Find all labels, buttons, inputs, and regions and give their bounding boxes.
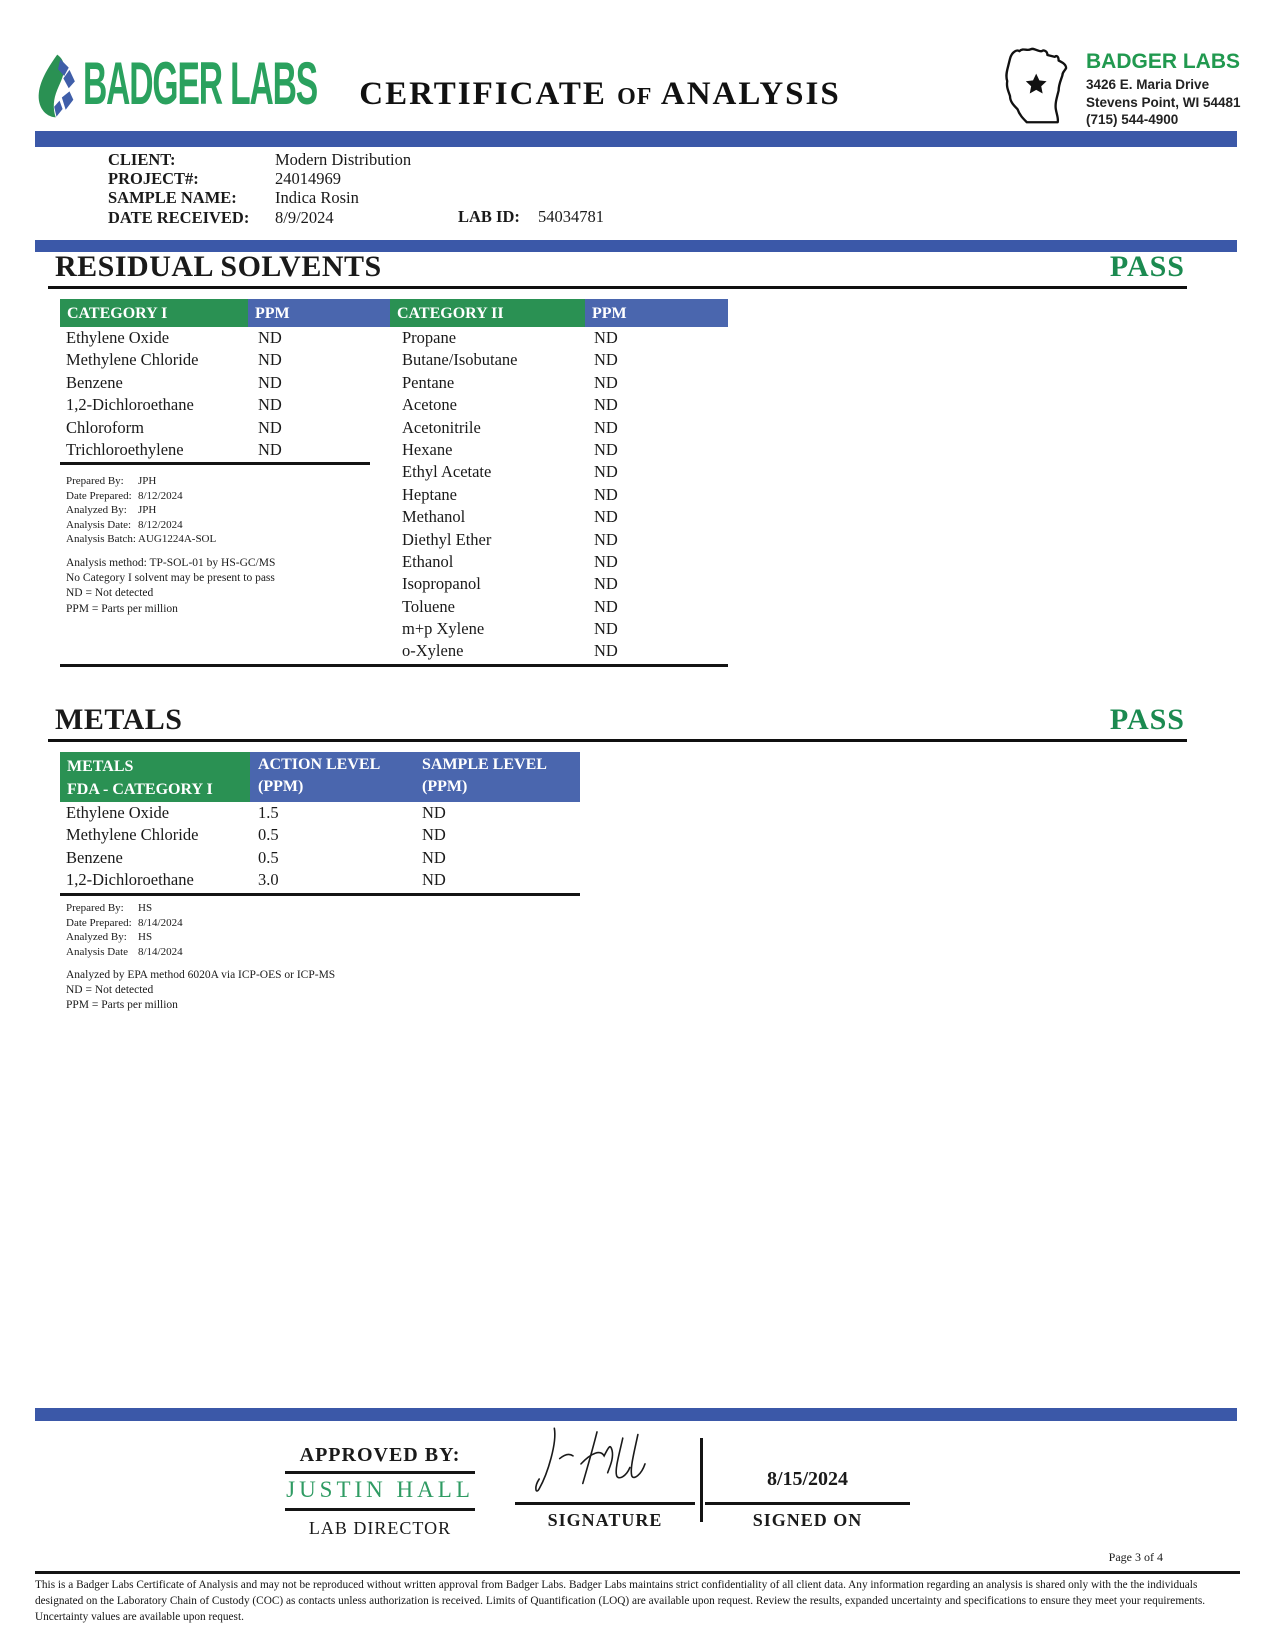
footnote: Analysis method: TP-SOL-01 by HS-GC/MS <box>66 557 276 569</box>
solvent-name: Ethylene Oxide <box>66 328 170 347</box>
signature-handwriting <box>520 1423 690 1503</box>
residual-solvents-status-badge: PASS <box>1109 250 1185 283</box>
prep-value: 8/12/2024 <box>138 518 183 531</box>
table-row <box>60 372 390 394</box>
action-level-value: 3.0 <box>258 870 279 890</box>
footnote: PPM = Parts per million <box>66 602 178 615</box>
metals-heading <box>48 703 1187 742</box>
prep-value: JPH <box>138 504 157 517</box>
solvent-value: ND <box>594 641 618 661</box>
solvent-value: ND <box>594 395 618 415</box>
prep-value: 8/14/2024 <box>138 916 183 929</box>
solvent-value: ND <box>594 439 618 459</box>
page-title <box>330 76 870 113</box>
lab-address <box>1086 76 1241 129</box>
brand-wordmark: BADGER LABS <box>83 50 318 117</box>
wisconsin-state-icon <box>995 40 1083 126</box>
solvent-name: Methanol <box>402 507 466 527</box>
solvent-name: Pentane <box>402 372 455 392</box>
sample-level-value: ND <box>422 825 446 845</box>
table-row <box>60 417 390 439</box>
table-row <box>60 847 580 869</box>
date-received-row <box>108 208 411 227</box>
address-line-2: Stevens Point, WI 54481 <box>1086 94 1241 110</box>
solvent-value: ND <box>594 462 618 482</box>
action-level-value: 1.5 <box>258 803 279 822</box>
solvent-value: ND <box>594 507 618 527</box>
solvents-table-header <box>60 299 728 327</box>
solvent-name: Isopropanol <box>402 574 481 594</box>
solvent-name: Methylene Chloride <box>66 350 199 370</box>
table-row <box>390 439 728 461</box>
category1-rows <box>60 327 390 461</box>
table-row <box>390 349 728 371</box>
signature-date-divider <box>700 1438 703 1522</box>
solvent-name: Acetonitrile <box>402 417 481 437</box>
footer-divider-band <box>35 1408 1237 1421</box>
table-row <box>390 417 728 439</box>
solvent-value: ND <box>594 328 618 347</box>
metals-table-bottom-rule <box>60 893 580 896</box>
solvent-value: ND <box>594 619 618 639</box>
metals-header-line1: METALS <box>67 758 134 775</box>
badger-labs-leaf-logo-icon <box>35 53 81 119</box>
solvent-name: Toluene <box>402 596 455 616</box>
category1-end-rule <box>60 462 370 465</box>
date-received-label: DATE RECEIVED: <box>108 207 250 227</box>
footnote: No Category I solvent may be present to pass <box>66 572 275 585</box>
solvent-value: ND <box>594 484 618 504</box>
footnote: Analyzed by EPA method 6020A via ICP-OES or ICP-MS <box>66 969 336 981</box>
prep-line <box>66 532 216 547</box>
client-value: Modern Distribution <box>275 150 412 169</box>
solvent-name: Propane <box>402 328 457 347</box>
prep-line <box>66 930 183 945</box>
solvent-name: Chloroform <box>66 417 144 437</box>
table-row <box>390 327 728 349</box>
solvent-name: Ethanol <box>402 551 454 571</box>
metals-level-headers <box>250 752 580 802</box>
prep-label: Date Prepared: <box>66 916 132 929</box>
client-label: CLIENT: <box>108 150 176 169</box>
table-row <box>390 573 728 595</box>
sample-level-unit: (PPM) <box>422 778 468 795</box>
sample-level-header: SAMPLE LEVEL <box>422 756 547 773</box>
action-level-value: 0.5 <box>258 847 279 867</box>
footer-rule <box>35 1571 1240 1574</box>
sample-name-label: SAMPLE NAME: <box>108 188 237 208</box>
solvent-value: ND <box>594 574 618 594</box>
solvents-footnotes <box>66 556 275 617</box>
table-row <box>390 640 728 662</box>
metals-footnotes <box>66 968 335 1014</box>
table-row <box>390 618 728 640</box>
solvent-value: ND <box>594 350 618 370</box>
metal-name: Ethylene Oxide <box>66 803 170 822</box>
solvent-name: Ethyl Acetate <box>402 462 492 482</box>
table-row <box>390 461 728 483</box>
prep-value: 8/14/2024 <box>138 945 183 958</box>
table-row <box>390 506 728 528</box>
table-row <box>60 824 580 846</box>
solvent-name: Diethyl Ether <box>402 529 492 549</box>
signature-label: SIGNATURE <box>547 1510 663 1530</box>
footnote: PPM = Parts per million <box>66 999 178 1012</box>
action-level-unit: (PPM) <box>258 778 304 795</box>
signed-on-date: 8/15/2024 <box>766 1468 849 1490</box>
prep-label: Analyzed By: <box>66 931 127 944</box>
prep-line <box>66 916 183 931</box>
prep-line <box>66 474 216 489</box>
ppm1-header: PPM <box>248 299 390 327</box>
approver-title: LAB DIRECTOR <box>308 1518 452 1538</box>
solvent-name: Acetone <box>402 395 457 415</box>
solvent-value: ND <box>258 395 282 415</box>
footnote: ND = Not detected <box>66 587 154 600</box>
project-row <box>108 169 411 188</box>
solvent-name: Heptane <box>402 484 457 504</box>
action-level-value: 0.5 <box>258 825 279 845</box>
prep-value: HS <box>138 931 153 944</box>
metals-col-header <box>60 752 250 802</box>
sample-level-value: ND <box>422 803 446 822</box>
lab-id <box>458 207 604 226</box>
metals-status-badge: PASS <box>1109 703 1185 736</box>
solvent-name: o-Xylene <box>402 641 464 661</box>
prep-line <box>66 518 216 533</box>
sample-level-value: ND <box>422 870 446 890</box>
section-title: METALS <box>55 703 183 736</box>
ppm2-header: PPM <box>585 299 728 327</box>
table-row <box>60 327 390 349</box>
solvents-table-bottom-rule <box>60 664 728 667</box>
metals-rows <box>60 802 580 892</box>
category2-rows <box>390 327 728 663</box>
table-row <box>390 596 728 618</box>
residual-solvents-heading <box>48 250 1187 289</box>
table-row <box>60 394 390 416</box>
table-row <box>60 439 390 461</box>
prep-label: Analysis Date: <box>66 518 132 531</box>
signature-line <box>515 1502 695 1505</box>
signed-on-label: SIGNED ON <box>752 1510 863 1530</box>
prep-label: Analyzed By: <box>66 504 127 517</box>
project-value: 24014969 <box>275 169 341 189</box>
prep-value: 8/12/2024 <box>138 489 183 502</box>
approved-by-label: APPROVED BY: <box>285 1444 475 1474</box>
sample-level-value: ND <box>422 847 446 867</box>
prep-label: Prepared By: <box>66 902 124 914</box>
metal-name: Methylene Chloride <box>66 825 199 845</box>
address-line-1: 3426 E. Maria Drive <box>1086 77 1210 92</box>
table-row <box>390 484 728 506</box>
solvent-value: ND <box>594 551 618 571</box>
solvent-value: ND <box>258 417 282 437</box>
prep-label: Prepared By: <box>66 475 124 487</box>
disclaimer-text: This is a Badger Labs Certificate of Analysis and may not be reproduced without written approval from Badger Labs. Badger Labs maintains strict confidentiality of all client data. Any information regarding an analysis is shared only with the the individuals designated on the Laboratory Chain of Custody (COC) as contacts unless authorization is received. Limits of Quantification (LOQ) are available upon request. Review the results, expanded uncertainty and specifications to ensure they meet your requirements. Uncertainty values are available upon request. <box>35 1579 1206 1624</box>
prep-label: Analysis Batch: <box>66 533 136 546</box>
table-row <box>390 394 728 416</box>
phone-number: (715) 544-4900 <box>1086 112 1179 127</box>
solvent-name: 1,2-Dichloroethane <box>66 395 194 415</box>
solvent-value: ND <box>258 328 282 347</box>
table-row <box>390 529 728 551</box>
table-row <box>60 802 580 824</box>
title-certificate: CERTIFICATE <box>359 76 607 112</box>
project-label: PROJECT#: <box>108 169 199 189</box>
table-row <box>390 372 728 394</box>
prep-label: Date Prepared: <box>66 489 132 502</box>
approval-block <box>285 1444 475 1539</box>
solvent-value: ND <box>594 529 618 549</box>
signed-on-line <box>705 1502 910 1505</box>
lab-name: BADGER LABS <box>1086 50 1241 73</box>
prep-value: AUG1224A-SOL <box>138 533 217 546</box>
prep-line <box>66 945 183 960</box>
solvent-name: Benzene <box>66 372 123 392</box>
metal-name: Benzene <box>66 847 123 867</box>
prep-value: JPH <box>138 475 157 487</box>
date-received-value: 8/9/2024 <box>275 207 334 227</box>
solvent-value: ND <box>258 439 282 459</box>
approver-name: JUSTIN HALL <box>285 1474 475 1511</box>
lab-id-value: 54034781 <box>538 207 605 226</box>
header-divider-band <box>35 131 1237 147</box>
metal-name: 1,2-Dichloroethane <box>66 870 194 890</box>
solvent-name: Butane/Isobutane <box>402 350 518 370</box>
solvents-prep-block <box>66 474 216 547</box>
metals-header-line2: FDA - CATEGORY I <box>67 781 213 798</box>
title-analysis: ANALYSIS <box>660 76 841 112</box>
prep-value: HS <box>138 902 153 914</box>
metals-table-header <box>60 752 580 802</box>
prep-line <box>66 489 216 504</box>
metals-prep-block <box>66 901 183 959</box>
table-row <box>60 349 390 371</box>
prep-line <box>66 503 216 518</box>
solvent-value: ND <box>258 350 282 370</box>
table-row <box>390 551 728 573</box>
solvent-value: ND <box>594 372 618 392</box>
lab-id-label: LAB ID: <box>458 207 520 226</box>
table-row <box>60 869 580 891</box>
solvent-name: m+p Xylene <box>402 619 485 639</box>
action-level-header: ACTION LEVEL <box>258 756 381 773</box>
footnote: ND = Not detected <box>66 984 154 997</box>
solvent-value: ND <box>594 596 618 616</box>
category2-header: CATEGORY II <box>390 299 585 327</box>
prep-line <box>66 901 183 916</box>
solvent-name: Trichloroethylene <box>66 439 184 459</box>
section-title: RESIDUAL SOLVENTS <box>55 250 382 283</box>
sample-info-block <box>108 150 411 227</box>
category1-header: CATEGORY I <box>60 299 248 327</box>
client-row <box>108 150 411 169</box>
title-of: OF <box>617 84 653 110</box>
prep-label: Analysis Date <box>66 945 129 958</box>
solvent-value: ND <box>594 417 618 437</box>
solvent-name: Hexane <box>402 439 453 459</box>
solvent-value: ND <box>258 372 282 392</box>
sample-name-value: Indica Rosin <box>275 188 359 208</box>
sample-name-row <box>108 188 411 207</box>
page-number: Page 3 of 4 <box>1108 1550 1163 1564</box>
